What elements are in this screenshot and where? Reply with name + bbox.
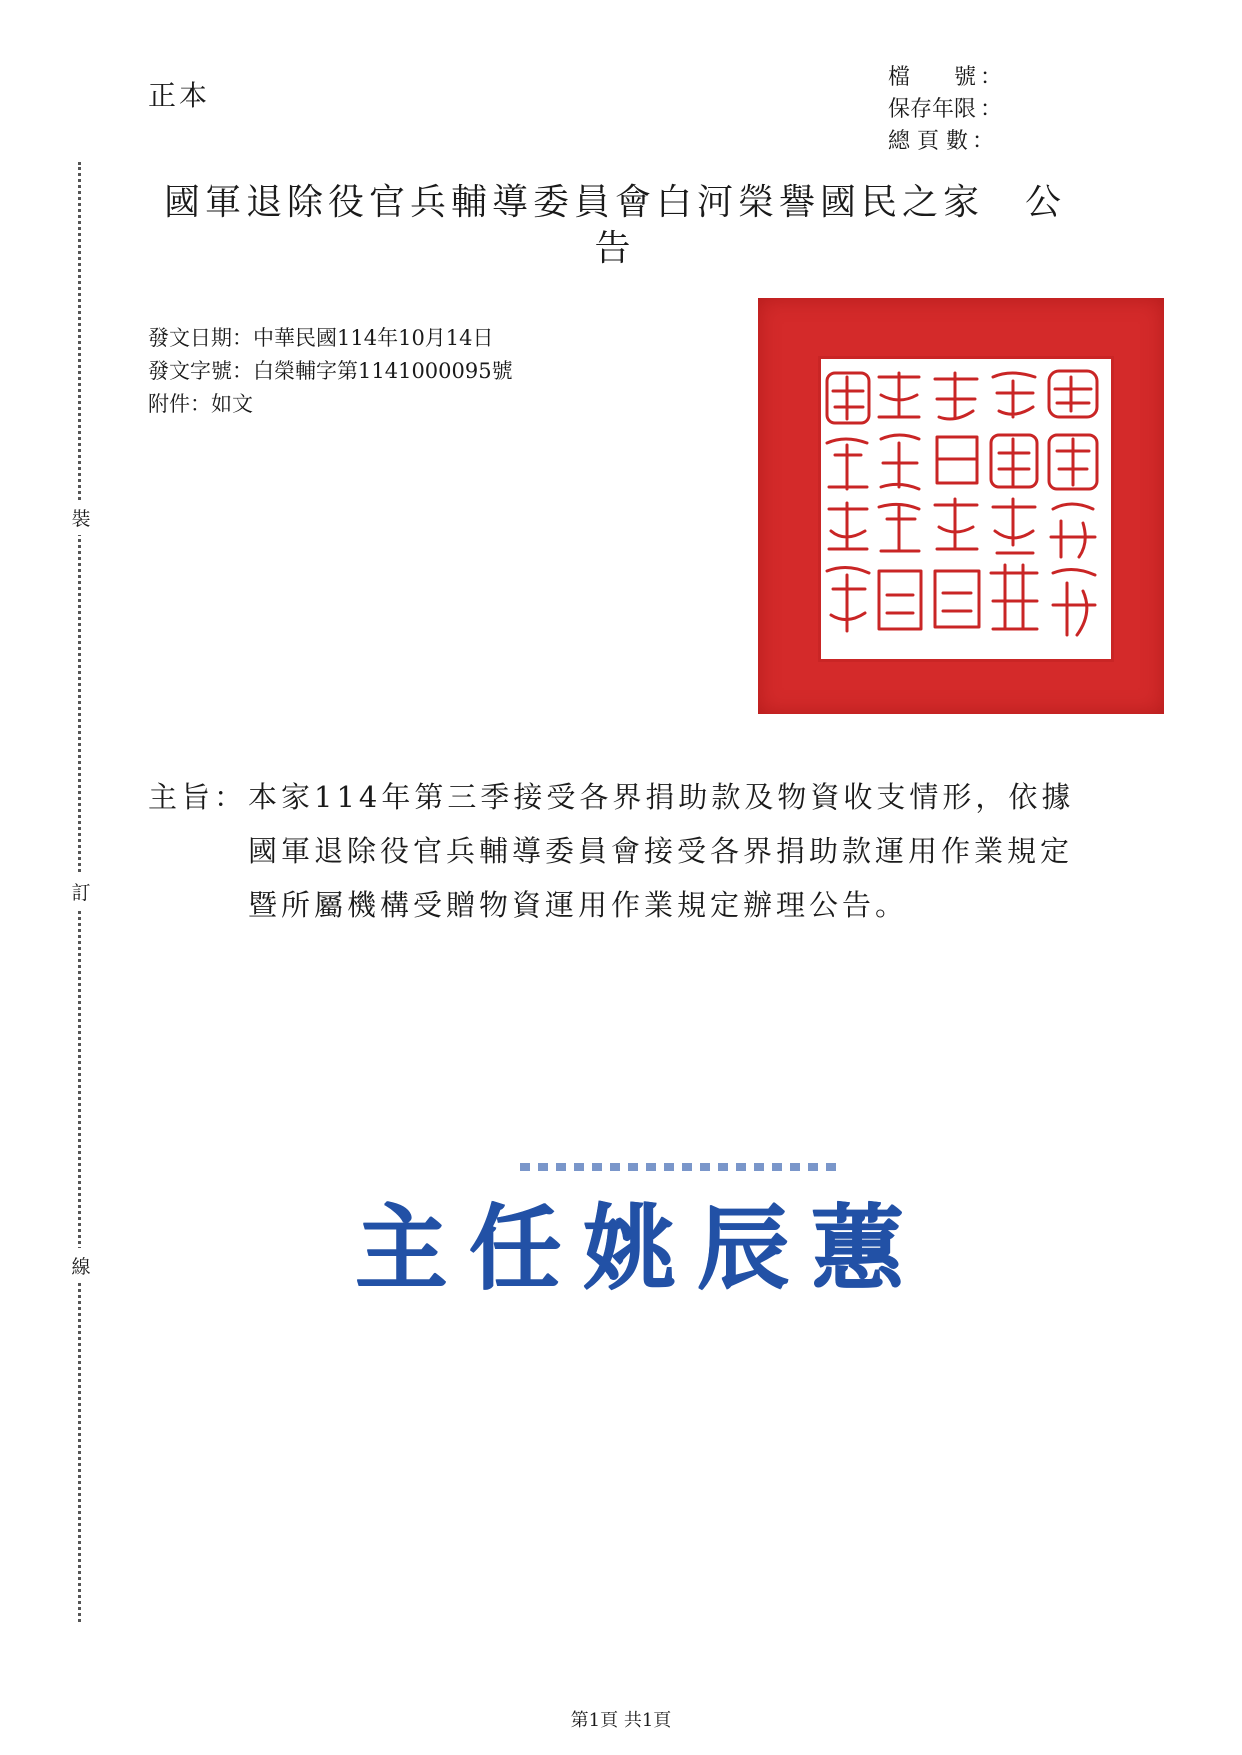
archive-retention-label: 保存年限 [888,97,977,122]
signature-stamp: 主任姚辰蕙 [355,1195,926,1302]
document-number: 發文字號：白榮輔字第1141000095號 [148,359,513,383]
archive-colon: ： [980,65,1003,90]
archive-file-no [888,62,1002,94]
signature-ink-smear [520,1163,840,1171]
copy-label: 正本 [148,79,211,112]
archive-colon: ： [980,97,1003,122]
title-line-2: 告 [594,228,636,269]
subject-label: 主旨： [148,780,248,814]
archive-colon: ： [972,129,995,154]
document-title [150,180,1080,272]
page-footer: 第1頁 共1頁 [570,1710,672,1731]
archive-total-pages-label: 總 頁 數 [888,129,968,154]
document-meta [148,322,513,421]
issue-date: 發文日期：中華民國114年10月14日 [148,326,494,350]
archive-file-no-label: 檔 號 [888,65,977,90]
attachment: 附件：如文 [148,392,253,416]
archive-total-pages [888,126,1002,158]
subject-text: 本家114年第三季接受各界捐助款及物資收支情形，依據國軍退除役官兵輔導委員會接受各界捐助款運用作業規定暨所屬機構受贈物資運用作業規定辦理公告。 [248,780,1075,922]
binding-char-staple: 訂 [70,874,92,909]
binding-char-line: 線 [70,1248,92,1283]
binding-char-bind: 裝 [70,500,92,535]
archive-retention [888,94,1002,126]
subject-section [148,770,1098,932]
seal-script-glyphs [821,359,1111,659]
archive-info [888,62,1002,158]
title-line-1: 國軍退除役官兵輔導委員會白河榮譽國民之家 公 [163,182,1066,223]
seal-inner-panel [818,356,1114,662]
official-seal [758,298,1164,714]
